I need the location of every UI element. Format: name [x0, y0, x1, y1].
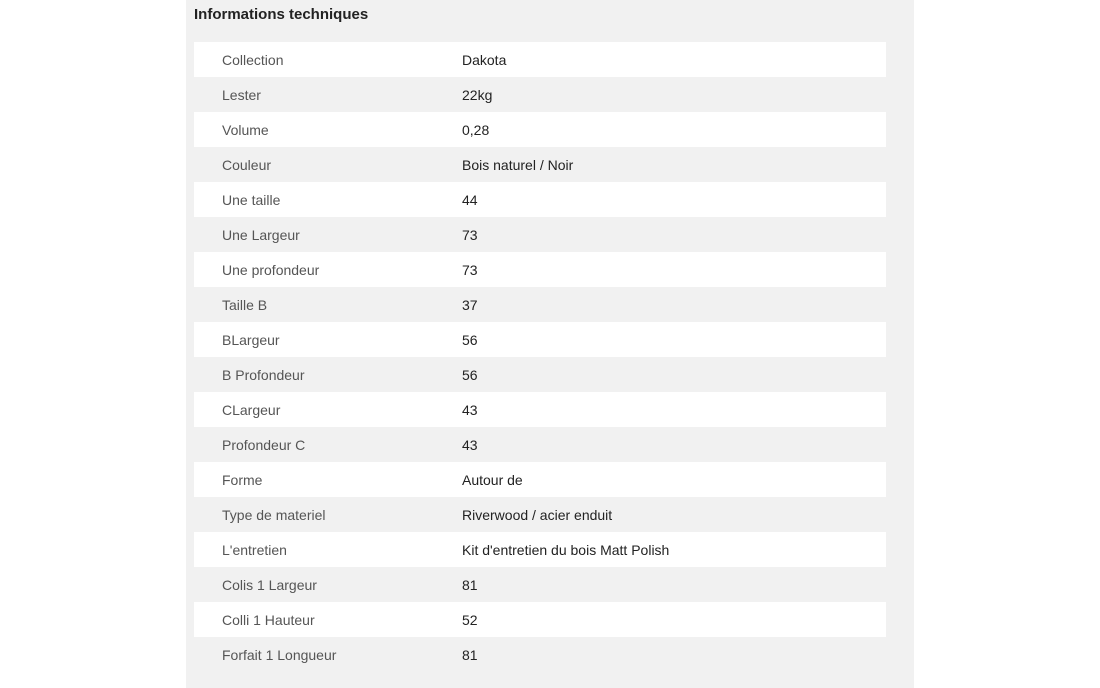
spec-value: Kit d'entretien du bois Matt Polish: [462, 541, 670, 558]
spec-value: 43: [462, 401, 478, 418]
spec-value: Autour de: [462, 471, 523, 488]
table-row: [194, 77, 886, 112]
spec-label: Profondeur C: [222, 436, 306, 453]
spec-value: 43: [462, 436, 478, 453]
table-row: [194, 182, 886, 217]
spec-label: Lester: [222, 86, 261, 103]
spec-label: BLargeur: [222, 331, 280, 348]
table-row: [194, 322, 886, 357]
spec-label: Forme: [222, 471, 263, 488]
table-row: [194, 567, 886, 602]
spec-value: Dakota: [462, 51, 507, 68]
spec-label: Une taille: [222, 191, 281, 208]
table-row: [194, 112, 886, 147]
spec-label: Forfait 1 Longueur: [222, 646, 337, 663]
spec-value: 73: [462, 226, 478, 243]
spec-value: 44: [462, 191, 478, 208]
section-title: Informations techniques: [194, 6, 369, 23]
table-row: [194, 42, 886, 77]
table-row: [194, 637, 886, 672]
table-row: [194, 497, 886, 532]
spec-label: Colli 1 Hauteur: [222, 611, 315, 628]
spec-value: 56: [462, 331, 478, 348]
spec-label: Taille B: [222, 296, 268, 313]
table-row: [194, 147, 886, 182]
spec-value: Bois naturel / Noir: [462, 156, 574, 173]
table-row: [194, 602, 886, 637]
spec-label: Type de materiel: [222, 506, 326, 523]
spec-label: Une profondeur: [222, 261, 320, 278]
spec-value: 81: [462, 646, 478, 663]
table-row: [194, 357, 886, 392]
spec-value: 73: [462, 261, 478, 278]
spec-value: Riverwood / acier enduit: [462, 506, 613, 523]
spec-value: 81: [462, 576, 478, 593]
spec-label: Couleur: [222, 156, 272, 173]
spec-label: CLargeur: [222, 401, 281, 418]
spec-label: B Profondeur: [222, 366, 305, 383]
spec-value: 52: [462, 611, 478, 628]
spec-label: L'entretien: [222, 541, 287, 558]
spec-label: Volume: [222, 121, 269, 138]
spec-value: 37: [462, 296, 478, 313]
table-row: [194, 217, 886, 252]
spec-label: Collection: [222, 51, 284, 68]
spec-value: 22kg: [462, 86, 493, 103]
table-row: [194, 427, 886, 462]
table-row: [194, 532, 886, 567]
specs-table: [194, 42, 886, 672]
table-row: [194, 287, 886, 322]
spec-value: 56: [462, 366, 478, 383]
spec-label: Colis 1 Largeur: [222, 576, 317, 593]
spec-value: 0,28: [462, 121, 490, 138]
table-row: [194, 392, 886, 427]
spec-label: Une Largeur: [222, 226, 300, 243]
table-row: [194, 252, 886, 287]
technical-info-panel: [186, 0, 914, 688]
table-row: [194, 462, 886, 497]
